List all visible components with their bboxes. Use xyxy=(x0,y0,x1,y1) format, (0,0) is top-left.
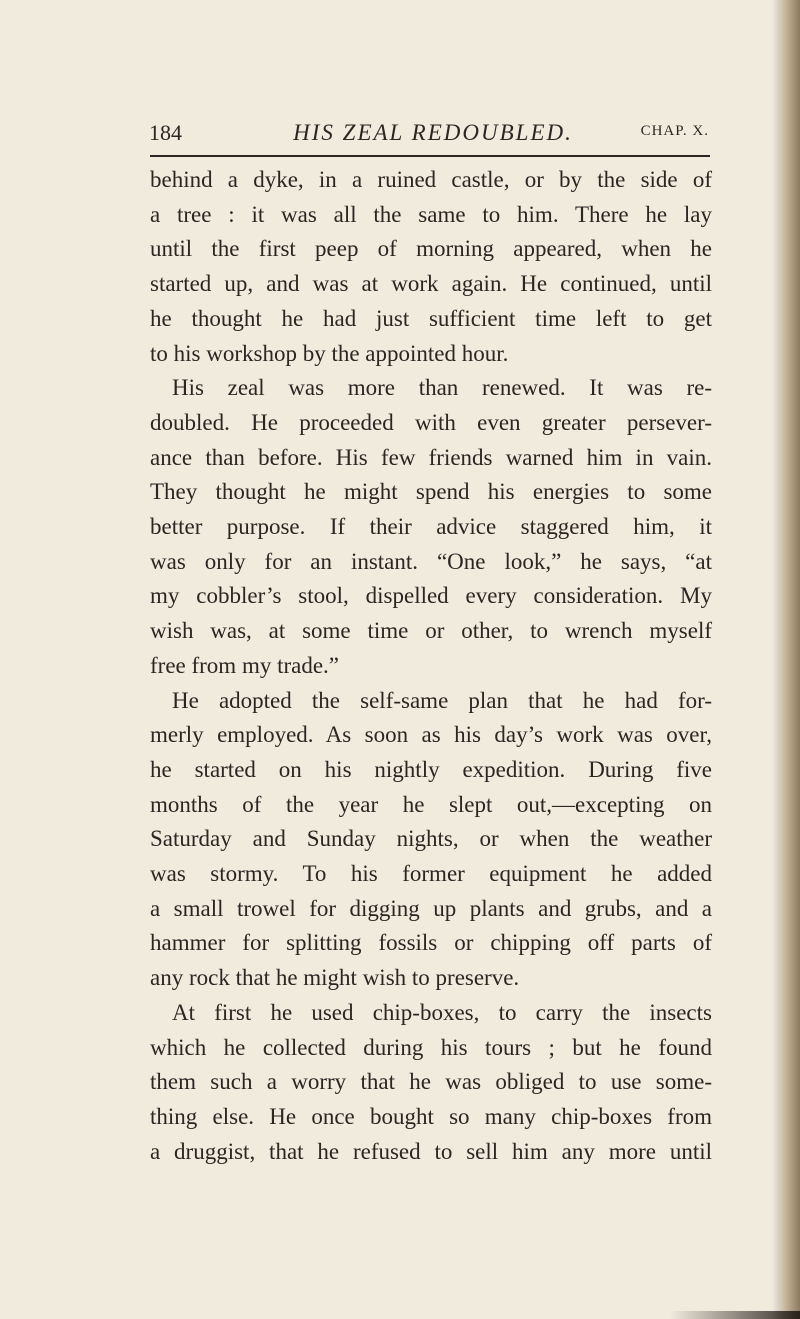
text-line: a small trowel for digging up plants and grubs, and a xyxy=(150,895,712,921)
book-edge xyxy=(780,0,800,1319)
text-line: merly employed. As soon as his day’s work was over, xyxy=(150,722,712,748)
text-line: better purpose. If their advice staggered him, it xyxy=(150,514,712,540)
text-line: ance than before. His few friends warned him in vain. xyxy=(150,444,712,470)
page-edge-shade xyxy=(772,0,780,1319)
text-line: a tree : it was all the same to him. There he lay xyxy=(150,201,712,227)
chapter-label: CHAP. X. xyxy=(640,123,709,139)
text-line: was stormy. To his former equipment he added xyxy=(150,861,712,887)
text-line: them such a worry that he was obliged to use some- xyxy=(150,1069,712,1095)
text-line: They thought he might spend his energies to some xyxy=(150,479,712,505)
text-line: thing else. He once bought so many chip-boxes from xyxy=(150,1103,712,1129)
text-line: any rock that he might wish to preserve. xyxy=(150,965,520,991)
text-line: At first he used chip-boxes, to carry the insects xyxy=(172,999,712,1025)
text-line: started up, and was at work again. He continued, until xyxy=(150,271,712,297)
corner-shadow xyxy=(670,1311,800,1319)
text-line: behind a dyke, in a ruined castle, or by the side of xyxy=(150,167,712,192)
text-line: doubled. He proceeded with even greater persever- xyxy=(150,409,712,435)
running-title: HIS ZEAL REDOUBLED. xyxy=(293,120,573,145)
text-line: wish was, at some time or other, to wrench myself xyxy=(150,618,712,644)
text-line: my cobbler’s stool, dispelled every consideration. My xyxy=(150,583,712,609)
text-line: he started on his nightly expedition. During five xyxy=(150,756,712,782)
text-line: Saturday and Sunday nights, or when the weather xyxy=(150,826,712,852)
text-line: was only for an instant. “One look,” he says, “at xyxy=(150,548,712,574)
text-line: He adopted the self-same plan that he had for- xyxy=(172,687,712,713)
text-line: months of the year he slept out,—excepting on xyxy=(150,791,712,817)
text-line: he thought he had just sufficient time left to get xyxy=(150,305,712,331)
text-line: free from my trade.” xyxy=(150,652,340,678)
text-line: which he collected during his tours ; but he found xyxy=(150,1034,712,1060)
text-line: His zeal was more than renewed. It was re- xyxy=(172,375,712,401)
text-line: a druggist, that he refused to sell him any more until xyxy=(150,1138,712,1164)
header-rule xyxy=(150,155,710,157)
page-header xyxy=(137,120,709,150)
page-number: 184 xyxy=(149,120,182,145)
text-line: until the first peep of morning appeared, when he xyxy=(150,236,712,262)
body-text xyxy=(150,163,712,1169)
text-line: to his workshop by the appointed hour. xyxy=(150,340,509,366)
text-line: hammer for splitting fossils or chipping off parts of xyxy=(150,930,712,956)
